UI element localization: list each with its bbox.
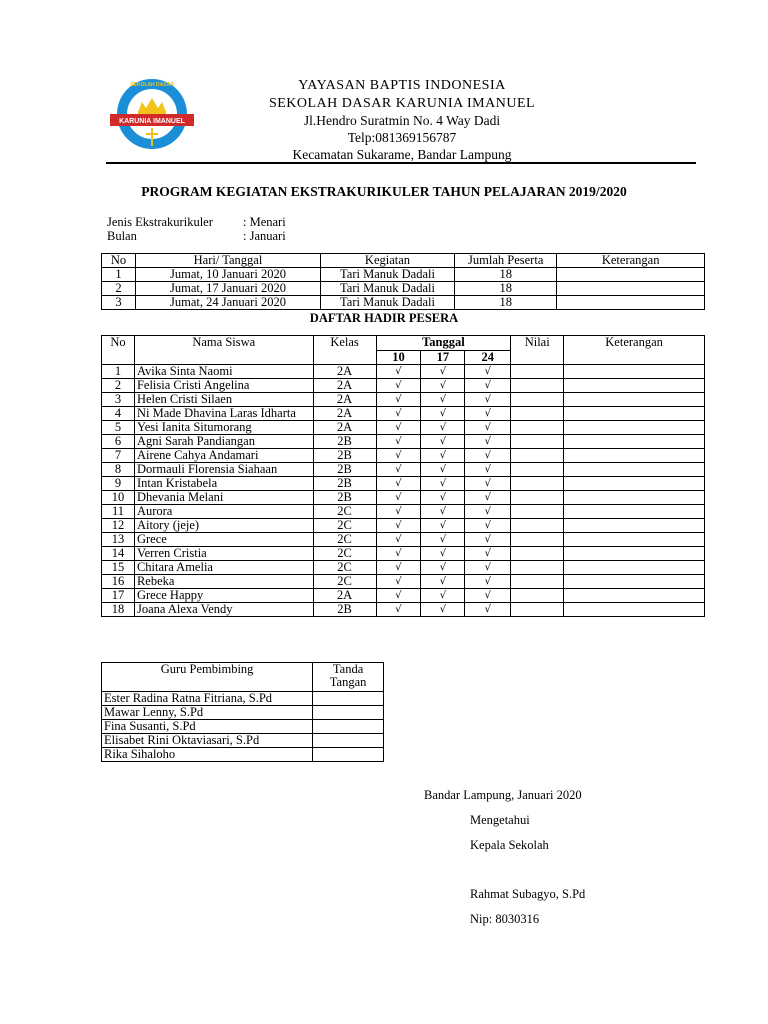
attendance-cell-name: Chitara Amelia [134, 561, 313, 575]
teacher-signature-cell [313, 706, 384, 720]
attendance-cell-name: Ni Made Dhavina Laras Idharta [134, 407, 313, 421]
attendance-check: √ [376, 519, 421, 533]
school-name: SEKOLAH DASAR KARUNIA IMANUEL [268, 96, 536, 111]
attendance-header-day-17: 17 [421, 350, 465, 365]
table-row [102, 282, 705, 296]
attendance-cell-name: Dhevania Melani [134, 491, 313, 505]
table-row [102, 449, 705, 463]
attendance-check: √ [421, 477, 465, 491]
teacher-header-name: Guru Pembimbing [102, 663, 313, 692]
attendance-check: √ [376, 477, 421, 491]
program-cell: Jumat, 24 Januari 2020 [136, 296, 321, 310]
program-cell: 2 [102, 282, 136, 296]
table-row [102, 533, 705, 547]
attendance-check: √ [376, 491, 421, 505]
attendance-cell-class: 2B [313, 435, 376, 449]
program-cell [557, 268, 705, 282]
attendance-cell-name: Verren Cristia [134, 547, 313, 561]
table-row [102, 505, 705, 519]
attendance-check: √ [465, 561, 511, 575]
attendance-cell-no: 10 [102, 491, 135, 505]
attendance-cell-class: 2B [313, 449, 376, 463]
document-title: PROGRAM KEGIATAN EKSTRAKURIKULER TAHUN PELAJARAN 2019/2020 [141, 184, 627, 199]
teacher-table [101, 662, 384, 762]
program-cell: Jumat, 17 Januari 2020 [136, 282, 321, 296]
program-cell: Tari Manuk Dadali [320, 282, 454, 296]
attendance-cell-no: 5 [102, 421, 135, 435]
attendance-cell-class: 2B [313, 603, 376, 617]
table-row [102, 268, 705, 282]
attendance-cell-notes [564, 561, 705, 575]
attendance-cell-notes [564, 491, 705, 505]
table-row [102, 491, 705, 505]
attendance-cell-score [511, 477, 564, 491]
attendance-cell-class: 2C [313, 519, 376, 533]
program-cell: Tari Manuk Dadali [320, 296, 454, 310]
attendance-cell-name: Grece [134, 533, 313, 547]
program-cell: 18 [455, 268, 557, 282]
attendance-check: √ [376, 393, 421, 407]
table-row [102, 561, 705, 575]
table-row [102, 393, 705, 407]
attendance-cell-class: 2A [313, 407, 376, 421]
header-divider [106, 162, 696, 164]
table-row [102, 421, 705, 435]
program-header-no: No [102, 254, 136, 268]
attendance-check: √ [376, 575, 421, 589]
signature-acknowledged: Mengetahui [470, 813, 530, 827]
attendance-check: √ [376, 421, 421, 435]
attendance-check: √ [465, 491, 511, 505]
logo-band-text: KARUNIA IMANUEL [119, 118, 185, 125]
jenis-value: : Menari [243, 215, 286, 229]
teacher-signature-cell [313, 748, 384, 762]
attendance-check: √ [376, 449, 421, 463]
attendance-check: √ [376, 505, 421, 519]
table-row [102, 706, 384, 720]
attendance-cell-name: Yesi Ianita Situmorang [134, 421, 313, 435]
signature-nip: Nip: 8030316 [470, 912, 540, 926]
attendance-cell-no: 6 [102, 435, 135, 449]
attendance-cell-score [511, 421, 564, 435]
attendance-check: √ [376, 547, 421, 561]
table-row [102, 379, 705, 393]
table-row [102, 589, 705, 603]
school-address: Jl.Hendro Suratmin No. 4 Way Dadi [303, 113, 501, 128]
attendance-cell-score [511, 435, 564, 449]
attendance-cell-notes [564, 407, 705, 421]
attendance-check: √ [465, 603, 511, 617]
attendance-check: √ [376, 365, 421, 379]
attendance-check: √ [376, 561, 421, 575]
program-cell [557, 296, 705, 310]
attendance-check: √ [465, 365, 511, 379]
program-cell: 3 [102, 296, 136, 310]
attendance-table [101, 335, 705, 617]
attendance-header-class: Kelas [313, 336, 376, 365]
attendance-cell-name: Avika Sinta Naomi [134, 365, 313, 379]
program-header-activity: Kegiatan [320, 254, 454, 268]
attendance-cell-notes [564, 505, 705, 519]
teacher-name: Fina Susanti, S.Pd [102, 720, 313, 734]
attendance-cell-name: Airene Cahya Andamari [134, 449, 313, 463]
attendance-cell-notes [564, 533, 705, 547]
attendance-cell-notes [564, 393, 705, 407]
attendance-header-notes: Keterangan [564, 336, 705, 365]
attendance-check: √ [465, 575, 511, 589]
jenis-label: Jenis Ekstrakurikuler [107, 215, 213, 229]
teacher-signature-cell [313, 734, 384, 748]
attendance-cell-notes [564, 379, 705, 393]
attendance-header-date: Tanggal [376, 336, 511, 351]
attendance-check: √ [421, 421, 465, 435]
attendance-check: √ [376, 589, 421, 603]
attendance-check: √ [421, 589, 465, 603]
attendance-cell-class: 2A [313, 421, 376, 435]
attendance-check: √ [465, 533, 511, 547]
attendance-check: √ [421, 463, 465, 477]
attendance-cell-score [511, 533, 564, 547]
attendance-cell-no: 14 [102, 547, 135, 561]
signature-name: Rahmat Subagyo, S.Pd [470, 887, 586, 901]
attendance-cell-no: 3 [102, 393, 135, 407]
attendance-check: √ [465, 463, 511, 477]
attendance-cell-score [511, 407, 564, 421]
table-row [102, 547, 705, 561]
attendance-cell-notes [564, 421, 705, 435]
attendance-check: √ [421, 561, 465, 575]
bulan-label: Bulan [107, 229, 137, 243]
table-row [102, 603, 705, 617]
attendance-check: √ [421, 407, 465, 421]
attendance-cell-class: 2C [313, 547, 376, 561]
teacher-name: Rika Sihaloho [102, 748, 313, 762]
attendance-cell-class: 2C [313, 575, 376, 589]
attendance-check: √ [465, 379, 511, 393]
attendance-header-no: No [102, 336, 135, 365]
attendance-check: √ [465, 547, 511, 561]
attendance-header-row [102, 336, 705, 351]
attendance-check: √ [421, 365, 465, 379]
table-row [102, 365, 705, 379]
attendance-cell-notes [564, 519, 705, 533]
attendance-check: √ [421, 379, 465, 393]
attendance-cell-score [511, 379, 564, 393]
foundation-name: YAYASAN BAPTIS INDONESIA [298, 78, 506, 93]
program-cell: 18 [455, 296, 557, 310]
table-row [102, 692, 384, 706]
program-header-row [102, 254, 705, 268]
program-cell: 18 [455, 282, 557, 296]
attendance-cell-name: Rebeka [134, 575, 313, 589]
attendance-cell-score [511, 589, 564, 603]
table-row [102, 519, 705, 533]
attendance-cell-name: Helen Cristi Silaen [134, 393, 313, 407]
teacher-header-row [102, 663, 384, 692]
attendance-check: √ [421, 575, 465, 589]
attendance-header-day-10: 10 [376, 350, 421, 365]
attendance-cell-notes [564, 435, 705, 449]
attendance-cell-score [511, 449, 564, 463]
attendance-cell-no: 2 [102, 379, 135, 393]
attendance-check: √ [376, 603, 421, 617]
attendance-cell-class: 2A [313, 393, 376, 407]
attendance-check: √ [376, 435, 421, 449]
attendance-cell-class: 2B [313, 463, 376, 477]
attendance-header-name: Nama Siswa [134, 336, 313, 365]
program-header-date: Hari/ Tanggal [136, 254, 321, 268]
attendance-cell-score [511, 491, 564, 505]
program-table [101, 253, 705, 310]
bulan-value: : Januari [243, 229, 286, 243]
attendance-cell-class: 2A [313, 365, 376, 379]
attendance-cell-notes [564, 463, 705, 477]
attendance-cell-no: 16 [102, 575, 135, 589]
attendance-cell-class: 2C [313, 505, 376, 519]
attendance-cell-notes [564, 547, 705, 561]
attendance-check: √ [465, 449, 511, 463]
attendance-cell-score [511, 603, 564, 617]
teacher-name: Mawar Lenny, S.Pd [102, 706, 313, 720]
table-row [102, 748, 384, 762]
teacher-signature-cell [313, 692, 384, 706]
attendance-cell-name: Felisia Cristi Angelina [134, 379, 313, 393]
attendance-cell-no: 15 [102, 561, 135, 575]
attendance-cell-notes [564, 603, 705, 617]
program-cell: 1 [102, 268, 136, 282]
school-district: Kecamatan Sukarame, Bandar Lampung [292, 147, 512, 162]
attendance-cell-score [511, 393, 564, 407]
attendance-cell-name: Joana Alexa Vendy [134, 603, 313, 617]
attendance-cell-score [511, 561, 564, 575]
attendance-check: √ [421, 519, 465, 533]
table-row [102, 575, 705, 589]
table-row [102, 435, 705, 449]
attendance-check: √ [465, 393, 511, 407]
attendance-check: √ [465, 407, 511, 421]
program-cell: Tari Manuk Dadali [320, 268, 454, 282]
attendance-cell-notes [564, 449, 705, 463]
teacher-signature-cell [313, 720, 384, 734]
attendance-cell-name: Intan Kristabela [134, 477, 313, 491]
attendance-cell-no: 17 [102, 589, 135, 603]
table-row [102, 407, 705, 421]
teacher-name: Ester Radina Ratna Fitriana, S.Pd [102, 692, 313, 706]
attendance-check: √ [421, 603, 465, 617]
attendance-check: √ [465, 477, 511, 491]
attendance-check: √ [421, 435, 465, 449]
attendance-check: √ [376, 379, 421, 393]
attendance-cell-name: Dormauli Florensia Siahaan [134, 463, 313, 477]
attendance-cell-no: 7 [102, 449, 135, 463]
attendance-cell-notes [564, 365, 705, 379]
attendance-cell-no: 12 [102, 519, 135, 533]
attendance-cell-class: 2B [313, 491, 376, 505]
attendance-check: √ [465, 589, 511, 603]
attendance-cell-score [511, 505, 564, 519]
attendance-cell-no: 1 [102, 365, 135, 379]
attendance-cell-class: 2B [313, 477, 376, 491]
attendance-check: √ [421, 505, 465, 519]
attendance-header-score: Nilai [511, 336, 564, 365]
school-phone: Telp:081369156787 [347, 130, 457, 145]
attendance-cell-no: 9 [102, 477, 135, 491]
attendance-cell-name: Aitory (jeje) [134, 519, 313, 533]
attendance-cell-class: 2C [313, 561, 376, 575]
attendance-cell-name: Aurora [134, 505, 313, 519]
attendance-check: √ [421, 449, 465, 463]
program-header-count: Jumlah Peserta [455, 254, 557, 268]
attendance-cell-class: 2C [313, 533, 376, 547]
attendance-check: √ [465, 519, 511, 533]
attendance-cell-score [511, 575, 564, 589]
teacher-header-signature: Tanda Tangan [313, 663, 384, 692]
attendance-check: √ [421, 491, 465, 505]
attendance-cell-class: 2A [313, 589, 376, 603]
program-header-notes: Keterangan [557, 254, 705, 268]
attendance-cell-score [511, 365, 564, 379]
attendance-check: √ [421, 393, 465, 407]
attendance-cell-score [511, 463, 564, 477]
table-row [102, 463, 705, 477]
attendance-check: √ [421, 533, 465, 547]
table-row [102, 720, 384, 734]
attendance-cell-no: 11 [102, 505, 135, 519]
attendance-cell-score [511, 547, 564, 561]
attendance-cell-no: 4 [102, 407, 135, 421]
attendance-check: √ [465, 505, 511, 519]
attendance-cell-no: 8 [102, 463, 135, 477]
signature-position: Kepala Sekolah [470, 838, 549, 852]
attendance-title: DAFTAR HADIR PESERA [309, 311, 459, 325]
signature-place-date: Bandar Lampung, Januari 2020 [424, 788, 582, 802]
attendance-cell-name: Grece Happy [134, 589, 313, 603]
table-row [102, 734, 384, 748]
attendance-body [102, 365, 705, 617]
attendance-cell-class: 2A [313, 379, 376, 393]
attendance-check: √ [465, 435, 511, 449]
attendance-check: √ [465, 421, 511, 435]
teacher-name: Elisabet Rini Oktaviasari, S.Pd [102, 734, 313, 748]
program-cell [557, 282, 705, 296]
attendance-check: √ [376, 533, 421, 547]
attendance-check: √ [376, 407, 421, 421]
attendance-check: √ [376, 463, 421, 477]
attendance-cell-notes [564, 477, 705, 491]
school-logo [108, 76, 196, 152]
attendance-cell-no: 18 [102, 603, 135, 617]
attendance-cell-name: Agni Sarah Pandiangan [134, 435, 313, 449]
teacher-body [102, 692, 384, 762]
attendance-cell-score [511, 519, 564, 533]
program-cell: Jumat, 10 Januari 2020 [136, 268, 321, 282]
attendance-cell-notes [564, 589, 705, 603]
attendance-header-day-24: 24 [465, 350, 511, 365]
table-row [102, 296, 705, 310]
attendance-check: √ [421, 547, 465, 561]
attendance-cell-notes [564, 575, 705, 589]
table-row [102, 477, 705, 491]
logo-top-text: SEKOLAH DASAR [130, 82, 174, 88]
attendance-cell-no: 13 [102, 533, 135, 547]
